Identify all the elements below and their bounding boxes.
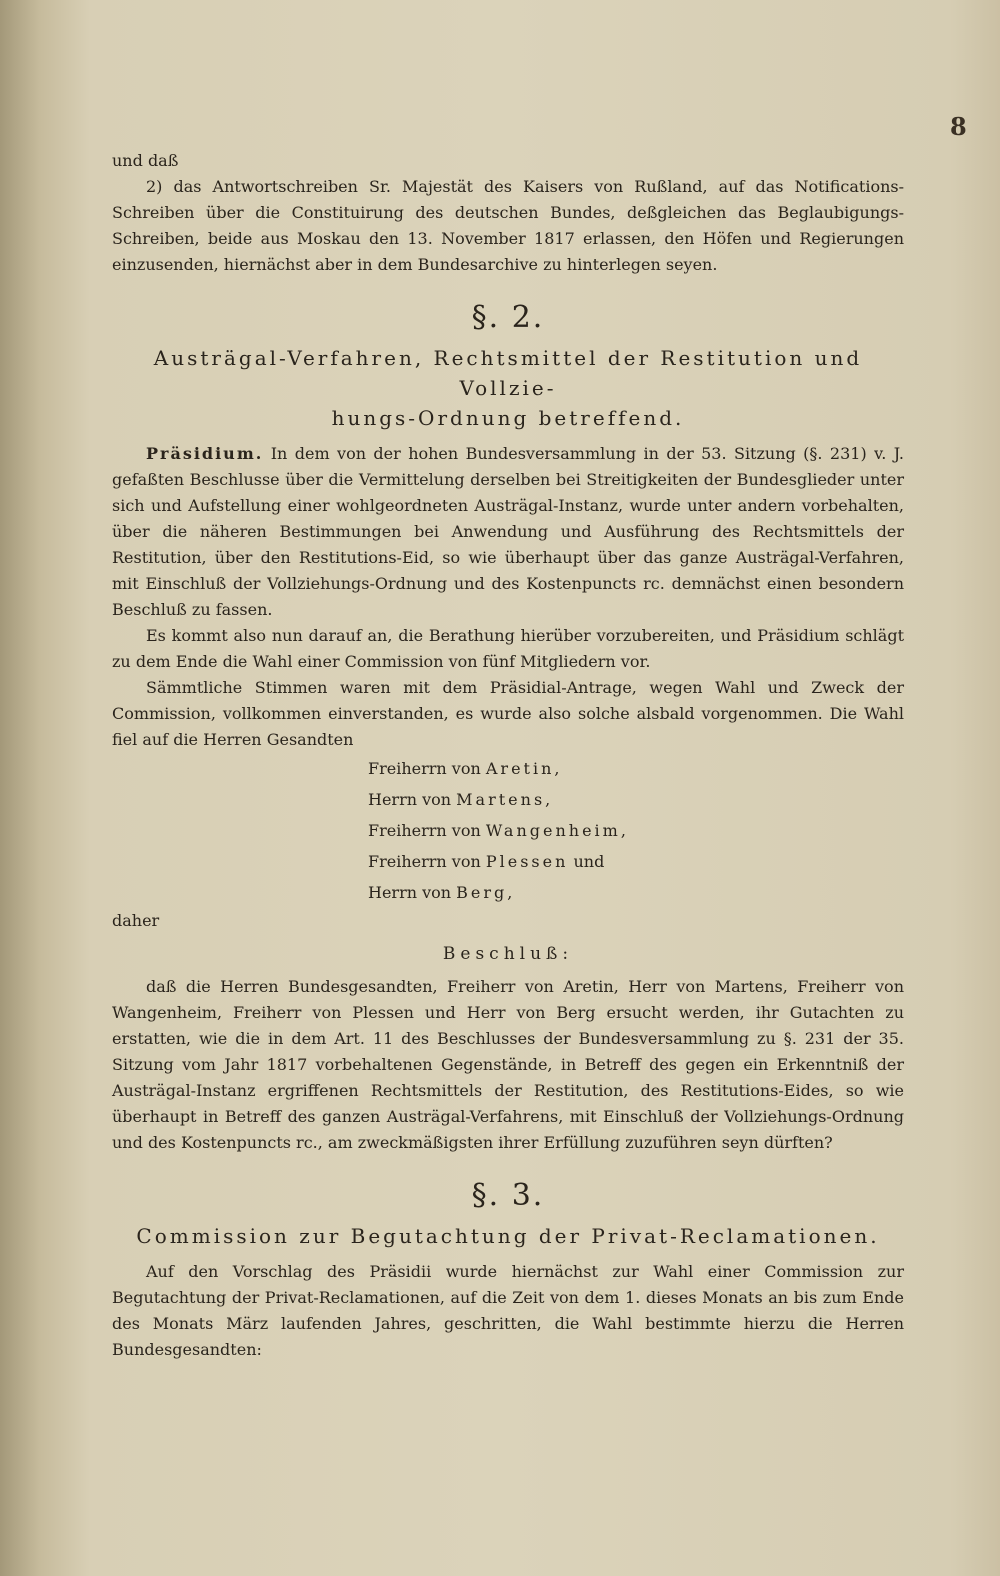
page-number: 8 (950, 112, 967, 141)
section-3-title: Commission zur Begutachtung der Privat-Reclamationen. (136, 1224, 880, 1248)
section-2-title-line2: hungs-Ordnung betreffend. (331, 406, 685, 430)
commission-member: Freiherrn von Plessen und (368, 852, 605, 871)
section-3-mark: §. 3. (471, 1178, 545, 1213)
praesidium-lead: Präsidium. (146, 444, 264, 463)
section-2-title (112, 343, 904, 433)
beschluss-heading: Beschluß: (442, 944, 574, 964)
section-3-paragraph-1: Auf den Vorschlag des Präsidii wurde hiernächst zur Wahl einer Commission zur Begutachtung der Privat-Reclamationen, auf die Zeit von dem 1. dieses Monats an bis zum Ende des Monats März laufenden Jahres, geschritten, die Wahl bestimmte hierzu die Herren Bundesgesandten: (112, 1262, 904, 1359)
section-2-title-line1: Austrägal-Verfahren, Rechtsmittel der Restitution und Vollzie- (153, 346, 863, 400)
beschluss-text: daß die Herren Bundesgesandten, Freiherr von Aretin, Herr von Martens, Freiherr von Wangenheim, Freiherr von Plessen und Herr von Berg ersucht werden, ihr Gutachten zu erstatten, wie die in dem Art. 11 des Beschlusses der Bundesversammlung zu §. 231 der 35. Sitzung vom Jahr 1817 vorbehaltenen Gegenstände, in Betreff des gegen ein Erkenntniß der Austrägal-Instanz ergriffenen Rechtsmittels der Restitution, des Restitutions-Eides, so wie überhaupt in Betreff des ganzen Austrägal-Verfahrens, mit Einschluß der Vollziehungs-Ordnung und des Kostenpuncts rc., am zweckmäßigsten ihrer Erfüllung zuzuführen seyn dürften? (112, 977, 904, 1152)
section-2-paragraph-3: Sämmtliche Stimmen waren mit dem Präsidial-Antrage, wegen Wahl und Zweck der Commission, vollkommen einverstanden, es wurde also solche alsbald vorgenommen. Die Wahl fiel auf die Herren Gesandten (112, 678, 904, 749)
commission-member: Freiherrn von Aretin, (368, 759, 560, 778)
daher-label: daher (112, 911, 160, 930)
intro-und-dass: und daß (112, 151, 179, 170)
section-2-paragraph-1-text: In dem von der hohen Bundesversammlung in der 53. Sitzung (§. 231) v. J. gefaßten Beschlusse über die Vermittelung derselben bei Streitigkeiten der Bundesglieder unter sich und Aufstellung einer wohlgeordneten Austrägal-Instanz, wurde unter andern vorbehalten, über die näheren Bestimmungen bei Anwendung und Ausführung des Rechtsmittels der Restitution, über den Restitutions-Eid, so wie überhaupt über das ganze Austrägal-Verfahren, mit Einschluß der Vollziehungs-Ordnung und des Kostenpuncts rc. demnächst einen besondern Beschluß zu fassen. (112, 444, 904, 619)
commission-member-list (368, 753, 904, 908)
section-2-paragraph-2: Es kommt also nun darauf an, die Berathung hierüber vorzubereiten, und Präsidium schlägt zu dem Ende die Wahl einer Commission von fünf Mitgliedern vor. (112, 626, 904, 671)
section-2-paragraph-1 (112, 441, 904, 623)
page-content (112, 148, 904, 1363)
intro-item-2: 2) das Antwortschreiben Sr. Majestät des Kaisers von Rußland, auf das Notifications-Schreiben über die Constituirung des deutschen Bundes, deßgleichen das Beglaubigungs-Schreiben, beide aus Moskau den 13. November 1817 erlassen, den Höfen und Regierungen einzusenden, hiernächst aber in dem Bundesarchive zu hinterlegen seyen. (112, 177, 904, 274)
commission-member: Herrn von Martens, (368, 790, 551, 809)
section-2-mark: §. 2. (471, 300, 545, 335)
commission-member: Freiherrn von Wangenheim, (368, 821, 626, 840)
commission-member: Herrn von Berg, (368, 883, 513, 902)
